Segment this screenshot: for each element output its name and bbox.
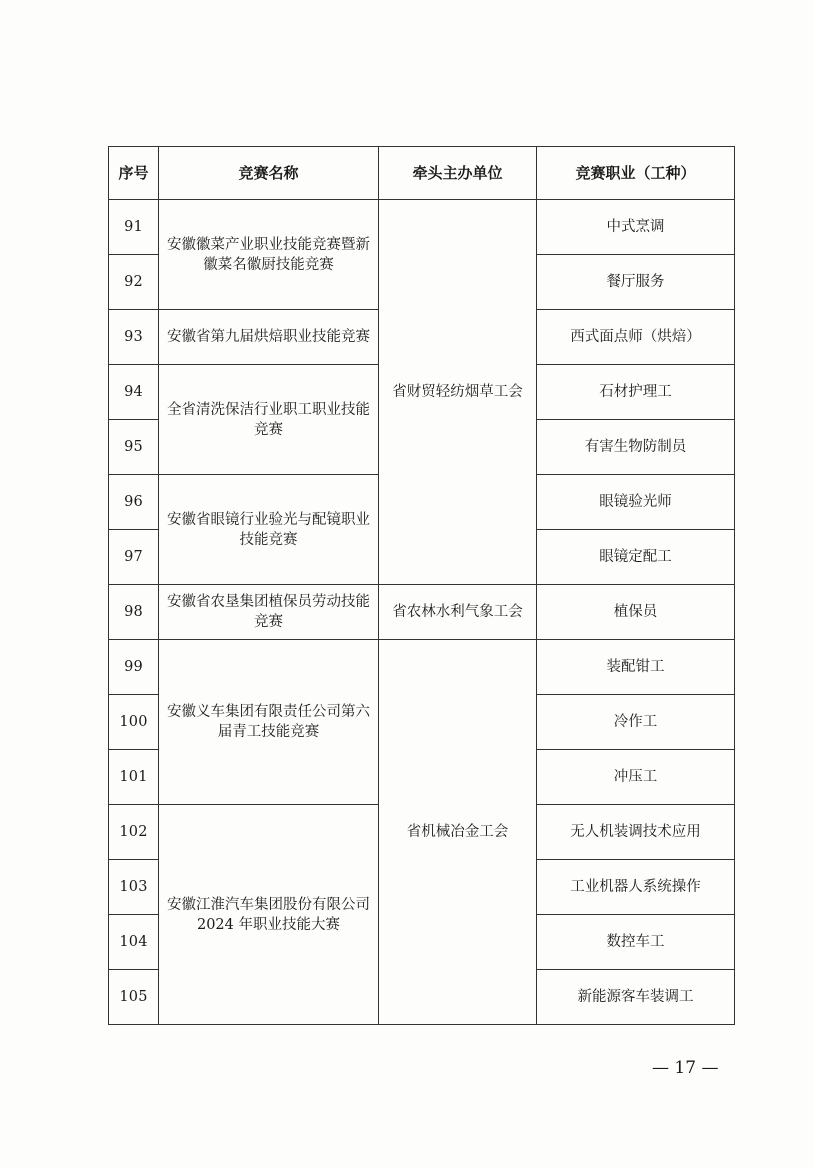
- row-index: 91: [109, 200, 159, 255]
- row-index: 95: [109, 420, 159, 475]
- table-header-row: [109, 147, 735, 200]
- row-index: 103: [109, 860, 159, 915]
- competition-name-cell: 全省清洗保洁行业职工职业技能竞赛: [159, 365, 379, 475]
- occupation-cell: 眼镜定配工: [537, 530, 735, 585]
- occupation-cell: 餐厅服务: [537, 255, 735, 310]
- occupation-cell: 数控车工: [537, 915, 735, 970]
- occupation-cell: 无人机装调技术应用: [537, 805, 735, 860]
- competition-name-cell: 安徽省第九届烘焙职业技能竞赛: [159, 310, 379, 365]
- occupation-cell: 石材护理工: [537, 365, 735, 420]
- row-index: 97: [109, 530, 159, 585]
- occupation-cell: 装配钳工: [537, 640, 735, 695]
- organizer-cell: 省机械冶金工会: [379, 640, 537, 1025]
- table-body: [109, 200, 735, 1025]
- competition-name-cell: 安徽省农垦集团植保员劳动技能竞赛: [159, 585, 379, 640]
- occupation-cell: 眼镜验光师: [537, 475, 735, 530]
- occupation-cell: 冲压工: [537, 750, 735, 805]
- row-index: 96: [109, 475, 159, 530]
- occupation-cell: 工业机器人系统操作: [537, 860, 735, 915]
- row-index: 100: [109, 695, 159, 750]
- header-index: 序号: [109, 147, 159, 200]
- header-occupation: 竞赛职业（工种）: [537, 147, 735, 200]
- occupation-cell: 冷作工: [537, 695, 735, 750]
- row-index: 99: [109, 640, 159, 695]
- row-index: 93: [109, 310, 159, 365]
- organizer-cell: 省农林水利气象工会: [379, 585, 537, 640]
- row-index: 94: [109, 365, 159, 420]
- table-row: [109, 640, 735, 695]
- row-index: 98: [109, 585, 159, 640]
- header-organizer: 牵头主办单位: [379, 147, 537, 200]
- occupation-cell: 有害生物防制员: [537, 420, 735, 475]
- competition-name-cell: 安徽江淮汽车集团股份有限公司 2024 年职业技能大赛: [159, 805, 379, 1025]
- competition-name-cell: 安徽徽菜产业职业技能竞赛暨新徽菜名徽厨技能竞赛: [159, 200, 379, 310]
- row-index: 104: [109, 915, 159, 970]
- row-index: 92: [109, 255, 159, 310]
- table-row: [109, 200, 735, 255]
- competition-name-cell: 安徽义车集团有限责任公司第六届青工技能竞赛: [159, 640, 379, 805]
- page-number: — 17 —: [652, 1058, 719, 1078]
- occupation-cell: 植保员: [537, 585, 735, 640]
- table-row: [109, 585, 735, 640]
- organizer-cell: 省财贸轻纺烟草工会: [379, 200, 537, 585]
- row-index: 101: [109, 750, 159, 805]
- occupation-cell: 中式烹调: [537, 200, 735, 255]
- competition-name-cell: 安徽省眼镜行业验光与配镜职业技能竞赛: [159, 475, 379, 585]
- header-competition-name: 竞赛名称: [159, 147, 379, 200]
- occupation-cell: 新能源客车装调工: [537, 970, 735, 1025]
- row-index: 102: [109, 805, 159, 860]
- competition-table: [108, 146, 735, 1025]
- row-index: 105: [109, 970, 159, 1025]
- occupation-cell: 西式面点师（烘焙）: [537, 310, 735, 365]
